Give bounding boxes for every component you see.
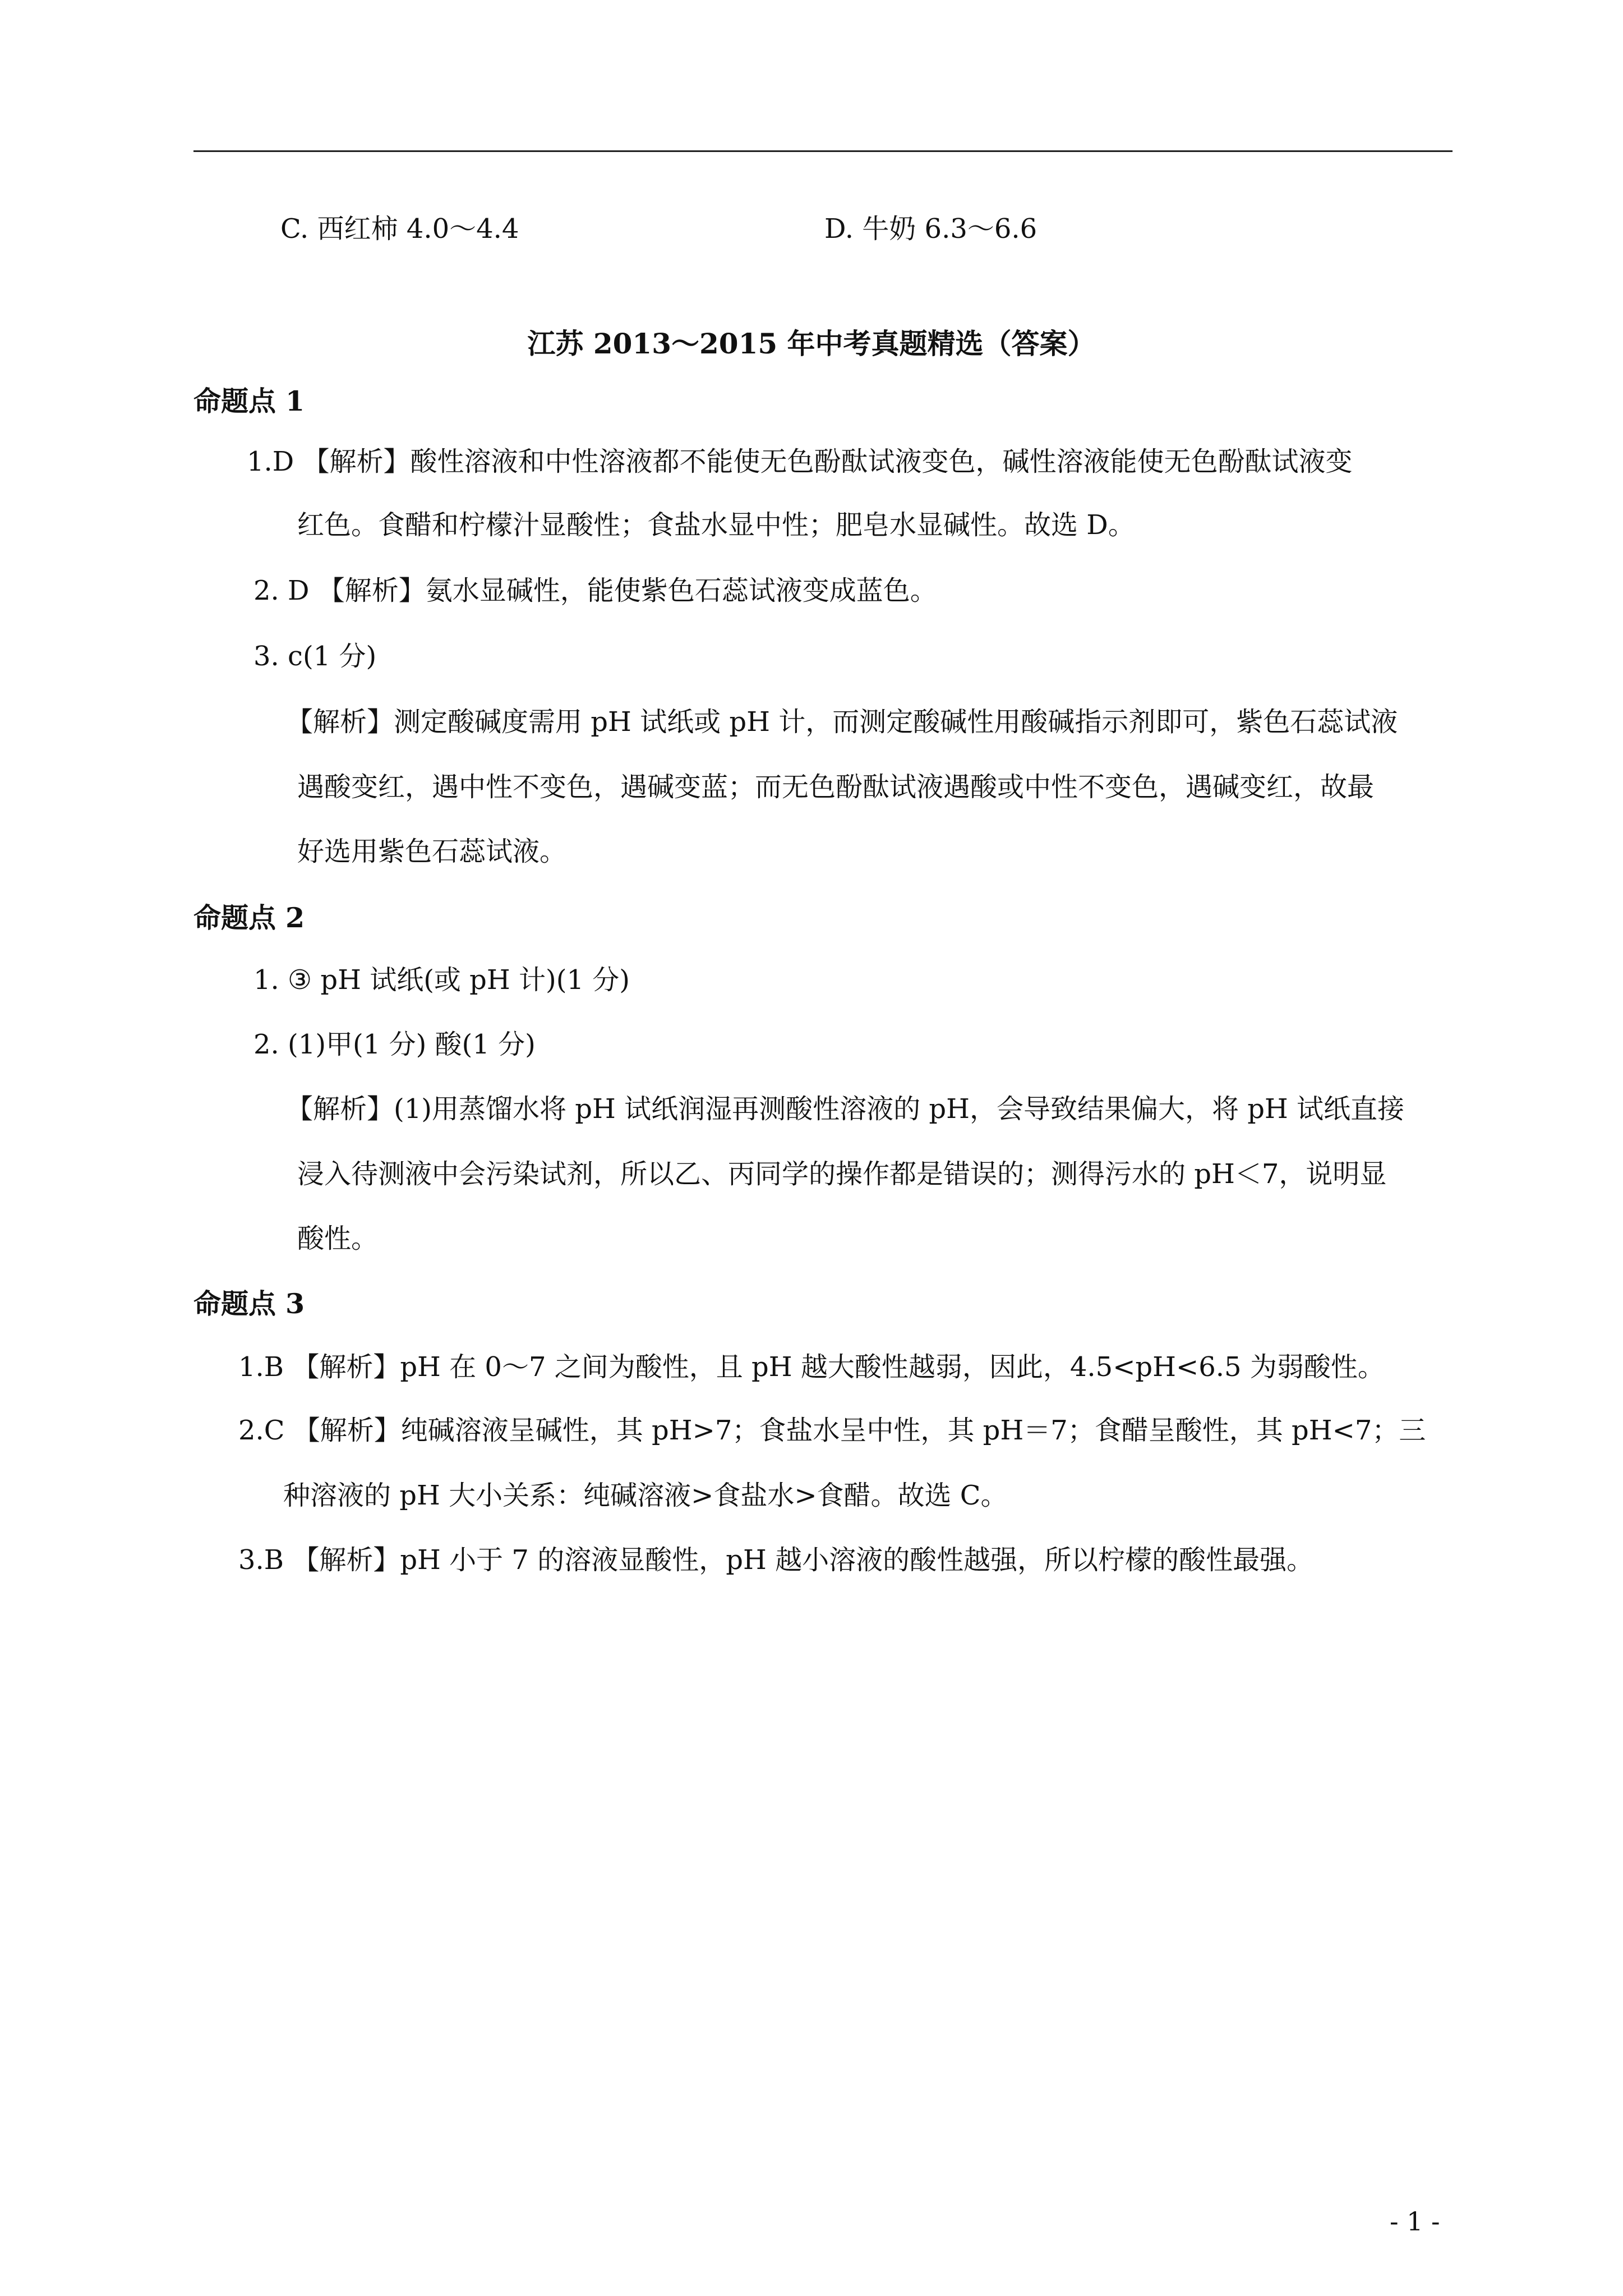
option-d: D. 牛奶 6.3～6.6 <box>824 213 1038 245</box>
answer-1-3-explanation-line-2: 遇酸变红，遇中性不变色，遇碱变蓝；而无色酚酞试液遇酸或中性不变色，遇碱变红，故最 <box>297 771 1375 803</box>
page-title: 江苏 2013～2015 年中考真题精选（答案） <box>527 327 1096 360</box>
answer-1-3: 3. c(1 分) <box>253 641 377 672</box>
answer-1-1-continued: 红色。食醋和柠檬汁显酸性；食盐水显中性；肥皂水显碱性。故选 D。 <box>297 509 1135 541</box>
answer-3-2: 2.C 【解析】纯碱溶液呈碱性，其 pH>7；食盐水呈中性，其 pH＝7；食醋呈酸性，其 pH<7；三 <box>238 1415 1426 1446</box>
section-heading-3: 命题点 3 <box>193 1287 305 1320</box>
header-rule <box>193 150 1453 152</box>
answer-2-2-explanation-line-2: 浸入待测液中会污染试剂，所以乙、丙同学的操作都是错误的；测得污水的 pH＜7，说明显 <box>297 1158 1387 1190</box>
answer-2-1: 1. ③ pH 试纸(或 pH 计)(1 分) <box>253 964 630 996</box>
answer-1-2: 2. D 【解析】氨水显碱性，能使紫色石蕊试液变成蓝色。 <box>253 575 937 606</box>
answer-1-3-explanation-line-3: 好选用紫色石蕊试液。 <box>297 836 567 867</box>
section-heading-1: 命题点 1 <box>193 385 305 417</box>
answer-3-3: 3.B 【解析】pH 小于 7 的溶液显酸性，pH 越小溶液的酸性越强，所以柠檬的酸性最强。 <box>238 1544 1314 1576</box>
section-heading-2: 命题点 2 <box>193 901 305 934</box>
answer-1-3-explanation-line-1: 【解析】测定酸碱度需用 pH 试纸或 pH 计，而测定酸碱性用酸碱指示剂即可，紫色石蕊试液 <box>286 706 1398 738</box>
page-number: - 1 - <box>1390 2206 1440 2237</box>
answer-2-2-explanation-line-3: 酸性。 <box>297 1223 379 1254</box>
answer-2-2: 2. (1)甲(1 分) 酸(1 分) <box>253 1029 536 1060</box>
answer-1-1: 1.D 【解析】酸性溶液和中性溶液都不能使无色酚酞试液变色，碱性溶液能使无色酚酞试液变 <box>247 446 1353 477</box>
answer-2-2-explanation-line-1: 【解析】(1)用蒸馏水将 pH 试纸润湿再测酸性溶液的 pH，会导致结果偏大，将 pH 试纸直接 <box>286 1093 1405 1125</box>
answer-3-2-continued: 种溶液的 pH 大小关系：纯碱溶液>食盐水>食醋。故选 C。 <box>283 1480 1008 1511</box>
answer-3-1: 1.B 【解析】pH 在 0～7 之间为酸性，且 pH 越大酸性越弱，因此，4.5<pH<6.5 为弱酸性。 <box>238 1351 1385 1383</box>
option-c: C. 西红柿 4.0～4.4 <box>280 213 519 245</box>
